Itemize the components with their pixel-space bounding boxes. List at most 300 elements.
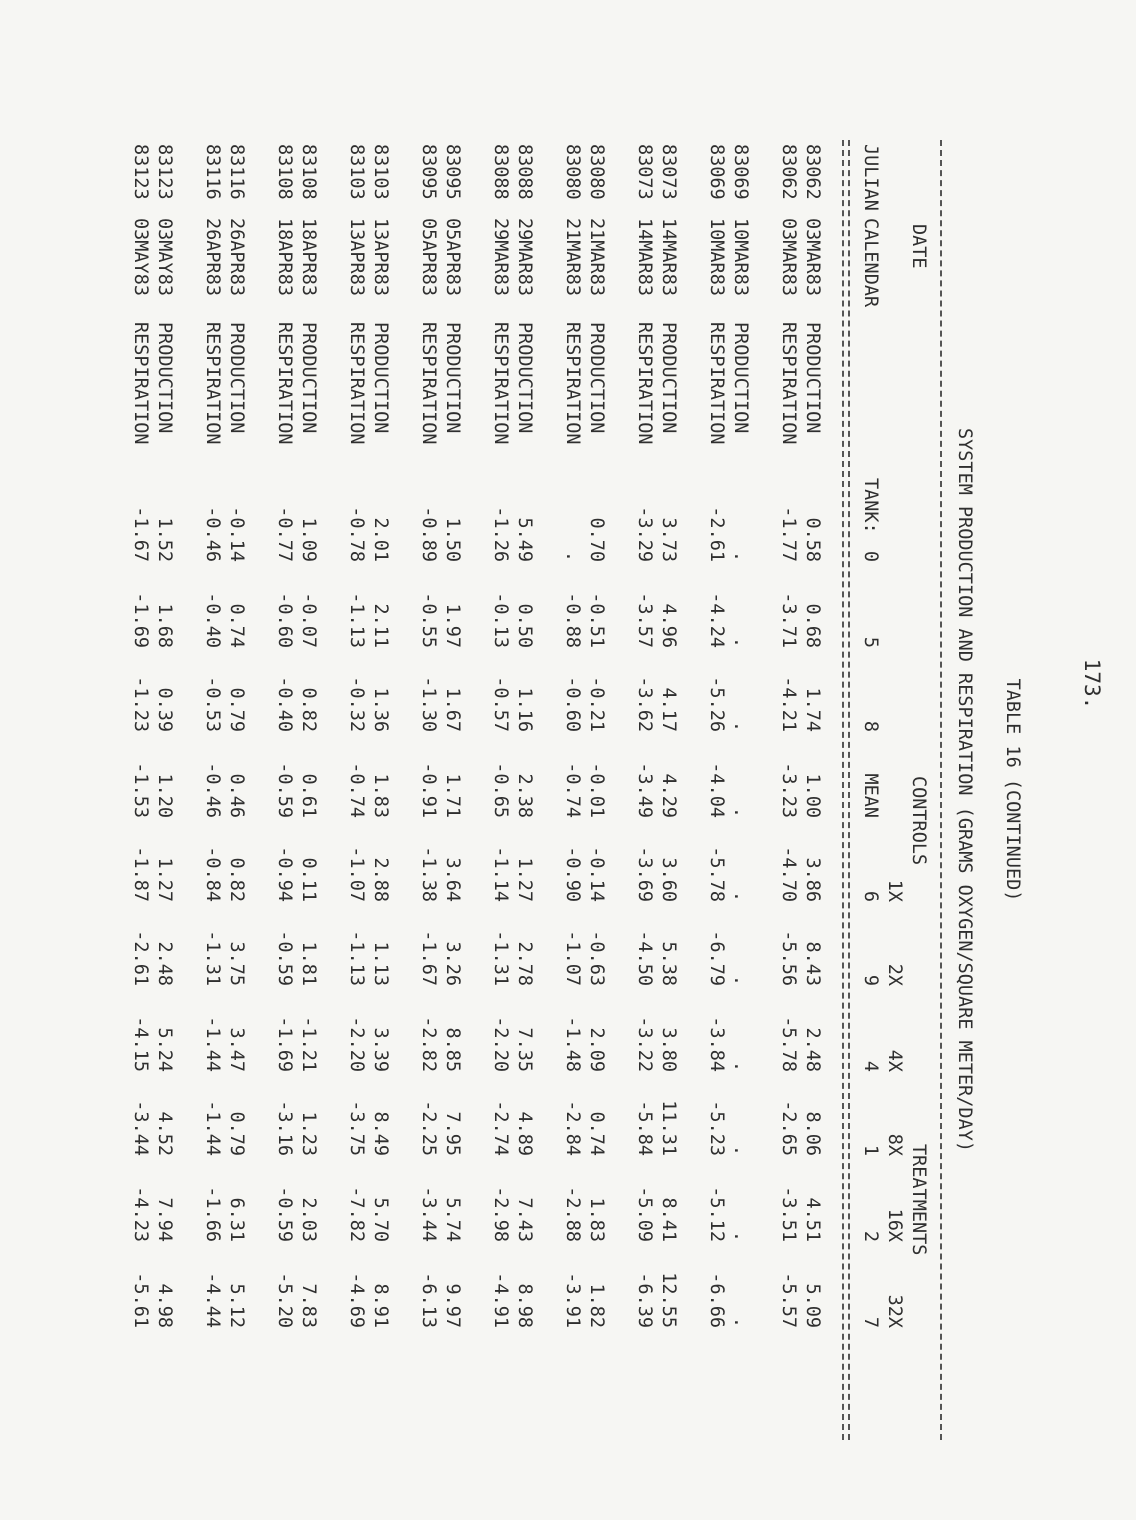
- cell-value: .: [730, 1060, 751, 1072]
- cell-value: 8.49: [370, 1111, 391, 1156]
- cell-value: 1.83: [586, 1197, 607, 1242]
- cell-value: -4.04: [706, 762, 727, 818]
- rotated-table-sheet: [70, 140, 1070, 1480]
- cell-value: -0.46: [202, 506, 223, 562]
- cell-value: -4.23: [130, 1186, 151, 1242]
- cell-value: .: [562, 550, 583, 562]
- cell-value: -1.13: [346, 592, 367, 648]
- cell-value: -3.62: [634, 676, 655, 732]
- table-row: [224, 140, 248, 1440]
- cell-value: 0.82: [226, 857, 247, 902]
- cell-value: 0.82: [298, 687, 319, 732]
- cell-value: 1.83: [370, 773, 391, 818]
- cell-value: 4.17: [658, 687, 679, 732]
- calendar-date: 03MAR83: [778, 218, 799, 296]
- cell-value: -0.01: [586, 762, 607, 818]
- cell-value: 0.70: [586, 517, 607, 562]
- cell-value: -3.51: [778, 1186, 799, 1242]
- cell-value: 5.12: [226, 1283, 247, 1328]
- cell-value: -5.57: [778, 1272, 799, 1328]
- table-row: [512, 140, 536, 1440]
- julian-date: 83116: [226, 144, 247, 200]
- cell-value: -0.65: [490, 762, 511, 818]
- cell-value: 4.51: [802, 1197, 823, 1242]
- cell-value: 1.71: [442, 773, 463, 818]
- cell-value: -1.66: [202, 1186, 223, 1242]
- julian-date: 83080: [586, 144, 607, 200]
- cell-value: -0.77: [274, 506, 295, 562]
- tank-number: MEAN: [860, 773, 881, 818]
- cell-value: -1.69: [274, 1016, 295, 1072]
- julian-date: 83073: [634, 144, 655, 200]
- cell-value: 1.52: [154, 517, 175, 562]
- cell-value: 8.41: [658, 1197, 679, 1242]
- treatment-level: 16X: [884, 1208, 905, 1242]
- cell-value: -5.84: [634, 1100, 655, 1156]
- cell-value: -1.48: [562, 1016, 583, 1072]
- cell-value: -2.20: [346, 1016, 367, 1072]
- table-row: [728, 140, 752, 1440]
- cell-value: -3.22: [634, 1016, 655, 1072]
- cell-value: 1.27: [154, 857, 175, 902]
- tank-number: 6: [860, 890, 881, 902]
- measurement-type: PRODUCTION: [370, 322, 391, 434]
- cell-value: 1.74: [802, 687, 823, 732]
- table-row: [800, 140, 824, 1440]
- cell-value: 2.88: [370, 857, 391, 902]
- cell-value: -2.20: [490, 1016, 511, 1072]
- cell-value: -1.21: [298, 1016, 319, 1072]
- cell-value: 7.94: [154, 1197, 175, 1242]
- cell-value: -1.44: [202, 1016, 223, 1072]
- cell-value: -5.20: [274, 1272, 295, 1328]
- treatment-level: 8X: [884, 1133, 905, 1156]
- page-number: 173.: [1080, 658, 1104, 710]
- measurement-type: PRODUCTION: [442, 322, 463, 434]
- cell-value: 3.86: [802, 857, 823, 902]
- julian-date: 83108: [298, 144, 319, 200]
- cell-value: -0.74: [346, 762, 367, 818]
- calendar-date: 03MAY83: [130, 218, 151, 296]
- julian-date: 83088: [490, 144, 511, 200]
- cell-value: -5.26: [706, 676, 727, 732]
- treatment-level: 32X: [884, 1294, 905, 1328]
- calendar-date: 10MAR83: [730, 218, 751, 296]
- cell-value: -6.66: [706, 1272, 727, 1328]
- cell-value: -0.21: [586, 676, 607, 732]
- cell-value: 3.26: [442, 941, 463, 986]
- cell-value: -0.55: [418, 592, 439, 648]
- cell-value: 0.50: [514, 603, 535, 648]
- cell-value: 1.20: [154, 773, 175, 818]
- cell-value: -0.84: [202, 846, 223, 902]
- julian-date: 83095: [418, 144, 439, 200]
- cell-value: 2.48: [154, 941, 175, 986]
- calendar-date: 13APR83: [370, 218, 391, 296]
- tank-number: 5: [860, 636, 881, 648]
- measurement-type: RESPIRATION: [130, 322, 151, 445]
- cell-value: 8.98: [514, 1283, 535, 1328]
- julian-date: 83080: [562, 144, 583, 200]
- cell-value: 1.00: [802, 773, 823, 818]
- cell-value: 2.11: [370, 603, 391, 648]
- cell-value: .: [730, 890, 751, 902]
- cell-value: -4.69: [346, 1272, 367, 1328]
- cell-value: -2.65: [778, 1100, 799, 1156]
- julian-date: 83095: [442, 144, 463, 200]
- cell-value: -1.31: [202, 930, 223, 986]
- table-subtitle: SYSTEM PRODUCTION AND RESPIRATION (GRAMS OXYGEN/SQUARE METER/DAY): [954, 428, 975, 1152]
- table-row: [128, 140, 152, 1440]
- cell-value: 11.31: [658, 1100, 679, 1156]
- cell-value: -0.32: [346, 676, 367, 732]
- cell-value: -1.38: [418, 846, 439, 902]
- measurement-type: PRODUCTION: [226, 322, 247, 434]
- calendar-date: 14MAR83: [634, 218, 655, 296]
- calendar-date: 18APR83: [274, 218, 295, 296]
- cell-value: 1.97: [442, 603, 463, 648]
- cell-value: 2.38: [514, 773, 535, 818]
- cell-value: 5.74: [442, 1197, 463, 1242]
- treatment-level: 4X: [884, 1049, 905, 1072]
- cell-value: -1.44: [202, 1100, 223, 1156]
- cell-value: -3.75: [346, 1100, 367, 1156]
- header-controls: CONTROLS: [908, 776, 929, 866]
- julian-date: 83069: [706, 144, 727, 200]
- cell-value: 7.83: [298, 1283, 319, 1328]
- cell-value: 1.67: [442, 687, 463, 732]
- measurement-type: PRODUCTION: [298, 322, 319, 434]
- cell-value: -4.70: [778, 846, 799, 902]
- cell-value: 0.11: [298, 857, 319, 902]
- calendar-date: 14MAR83: [658, 218, 679, 296]
- cell-value: -1.14: [490, 846, 511, 902]
- cell-value: -3.16: [274, 1100, 295, 1156]
- measurement-type: PRODUCTION: [514, 322, 535, 434]
- measurement-type: RESPIRATION: [778, 322, 799, 445]
- measurement-type: RESPIRATION: [562, 322, 583, 445]
- cell-value: -4.91: [490, 1272, 511, 1328]
- cell-value: -3.84: [706, 1016, 727, 1072]
- cell-value: -0.13: [490, 592, 511, 648]
- tank-number: 4: [860, 1060, 881, 1072]
- measurement-type: RESPIRATION: [634, 322, 655, 445]
- julian-date: 83116: [202, 144, 223, 200]
- header-rule-1: [848, 140, 850, 1440]
- cell-value: 7.35: [514, 1027, 535, 1072]
- cell-value: -3.71: [778, 592, 799, 648]
- header-treatments: TREATMENTS: [908, 1144, 929, 1256]
- measurement-type: PRODUCTION: [586, 322, 607, 434]
- cell-value: 3.64: [442, 857, 463, 902]
- table-row: [440, 140, 464, 1440]
- table-row: [416, 140, 440, 1440]
- cell-value: 3.60: [658, 857, 679, 902]
- header-julian: JULIAN: [860, 144, 881, 211]
- cell-value: 7.43: [514, 1197, 535, 1242]
- cell-value: -2.84: [562, 1100, 583, 1156]
- julian-date: 83123: [154, 144, 175, 200]
- cell-value: 3.73: [658, 517, 679, 562]
- cell-value: -0.53: [202, 676, 223, 732]
- cell-value: 1.16: [514, 687, 535, 732]
- cell-value: -3.49: [634, 762, 655, 818]
- cell-value: -0.74: [562, 762, 583, 818]
- cell-value: -0.40: [274, 676, 295, 732]
- calendar-date: 18APR83: [298, 218, 319, 296]
- cell-value: 0.79: [226, 687, 247, 732]
- calendar-date: 21MAR83: [586, 218, 607, 296]
- tank-number: 1: [860, 1144, 881, 1156]
- cell-value: -2.82: [418, 1016, 439, 1072]
- cell-value: 5.24: [154, 1027, 175, 1072]
- calendar-date: 26APR83: [202, 218, 223, 296]
- cell-value: -0.60: [274, 592, 295, 648]
- measurement-type: RESPIRATION: [490, 322, 511, 445]
- cell-value: 5.70: [370, 1197, 391, 1242]
- cell-value: -6.79: [706, 930, 727, 986]
- cell-value: 5.38: [658, 941, 679, 986]
- measurement-type: PRODUCTION: [154, 322, 175, 434]
- measurement-type: RESPIRATION: [706, 322, 727, 445]
- tank-number: 7: [860, 1316, 881, 1328]
- cell-value: -0.51: [586, 592, 607, 648]
- cell-value: 0.74: [226, 603, 247, 648]
- cell-value: -0.46: [202, 762, 223, 818]
- cell-value: 3.47: [226, 1027, 247, 1072]
- cell-value: -0.94: [274, 846, 295, 902]
- cell-value: -3.44: [130, 1100, 151, 1156]
- cell-value: -1.31: [490, 930, 511, 986]
- cell-value: -0.40: [202, 592, 223, 648]
- cell-value: -3.91: [562, 1272, 583, 1328]
- cell-value: -5.78: [778, 1016, 799, 1072]
- cell-value: -3.69: [634, 846, 655, 902]
- calendar-date: 13APR83: [346, 218, 367, 296]
- calendar-date: 03MAR83: [802, 218, 823, 296]
- cell-value: -1.69: [130, 592, 151, 648]
- cell-value: 0.79: [226, 1111, 247, 1156]
- julian-date: 83062: [778, 144, 799, 200]
- cell-value: -4.24: [706, 592, 727, 648]
- cell-value: -1.07: [562, 930, 583, 986]
- cell-value: -6.39: [634, 1272, 655, 1328]
- cell-value: 4.96: [658, 603, 679, 648]
- calendar-date: 29MAR83: [514, 218, 535, 296]
- cell-value: 9.97: [442, 1283, 463, 1328]
- cell-value: -5.61: [130, 1272, 151, 1328]
- julian-date: 83069: [730, 144, 751, 200]
- tank-number: 2: [860, 1230, 881, 1242]
- cell-value: 3.80: [658, 1027, 679, 1072]
- cell-value: .: [730, 1316, 751, 1328]
- calendar-date: 05APR83: [418, 218, 439, 296]
- cell-value: 2.48: [802, 1027, 823, 1072]
- measurement-type: PRODUCTION: [658, 322, 679, 434]
- cell-value: -2.74: [490, 1100, 511, 1156]
- cell-value: -1.87: [130, 846, 151, 902]
- cell-value: -2.25: [418, 1100, 439, 1156]
- measurement-type: RESPIRATION: [202, 322, 223, 445]
- cell-value: 6.31: [226, 1197, 247, 1242]
- cell-value: -3.57: [634, 592, 655, 648]
- cell-value: 0.61: [298, 773, 319, 818]
- cell-value: -0.78: [346, 506, 367, 562]
- cell-value: -5.78: [706, 846, 727, 902]
- cell-value: 2.03: [298, 1197, 319, 1242]
- cell-value: -0.14: [586, 846, 607, 902]
- calendar-date: 29MAR83: [490, 218, 511, 296]
- cell-value: 4.98: [154, 1283, 175, 1328]
- table-row: [200, 140, 224, 1440]
- julian-date: 83073: [658, 144, 679, 200]
- header-date: DATE: [908, 224, 929, 269]
- calendar-date: 26APR83: [226, 218, 247, 296]
- table-row: [560, 140, 584, 1440]
- header-rule-2: [842, 140, 844, 1440]
- cell-value: -1.23: [130, 676, 151, 732]
- cell-value: -1.67: [130, 506, 151, 562]
- table-row: [152, 140, 176, 1440]
- cell-value: 0.39: [154, 687, 175, 732]
- cell-value: -0.57: [490, 676, 511, 732]
- cell-value: .: [730, 550, 751, 562]
- julian-date: 83103: [370, 144, 391, 200]
- julian-date: 83088: [514, 144, 535, 200]
- cell-value: 4.29: [658, 773, 679, 818]
- cell-value: -1.67: [418, 930, 439, 986]
- table-row: [296, 140, 320, 1440]
- cell-value: -5.09: [634, 1186, 655, 1242]
- table-row: [656, 140, 680, 1440]
- cell-value: 0.46: [226, 773, 247, 818]
- cell-value: .: [730, 1230, 751, 1242]
- cell-value: 1.82: [586, 1283, 607, 1328]
- cell-value: -1.13: [346, 930, 367, 986]
- table-row: [776, 140, 800, 1440]
- cell-value: -3.44: [418, 1186, 439, 1242]
- calendar-date: 03MAY83: [154, 218, 175, 296]
- header-tank-label: TANK:: [860, 478, 881, 534]
- cell-value: -4.50: [634, 930, 655, 986]
- cell-value: 1.50: [442, 517, 463, 562]
- cell-value: 0.74: [586, 1111, 607, 1156]
- cell-value: .: [730, 636, 751, 648]
- cell-value: 8.85: [442, 1027, 463, 1072]
- cell-value: 1.13: [370, 941, 391, 986]
- cell-value: -3.29: [634, 506, 655, 562]
- cell-value: -0.59: [274, 1186, 295, 1242]
- table-row: [368, 140, 392, 1440]
- julian-date: 83108: [274, 144, 295, 200]
- cell-value: .: [730, 720, 751, 732]
- tank-number: 8: [860, 720, 881, 732]
- julian-date: 83103: [346, 144, 367, 200]
- cell-value: 8.91: [370, 1283, 391, 1328]
- cell-value: -6.13: [418, 1272, 439, 1328]
- cell-value: -2.61: [130, 930, 151, 986]
- cell-value: -5.56: [778, 930, 799, 986]
- cell-value: -0.88: [562, 592, 583, 648]
- cell-value: 1.27: [514, 857, 535, 902]
- cell-value: 0.58: [802, 517, 823, 562]
- table-row: [488, 140, 512, 1440]
- cell-value: 5.09: [802, 1283, 823, 1328]
- cell-value: 1.23: [298, 1111, 319, 1156]
- cell-value: -2.98: [490, 1186, 511, 1242]
- cell-value: -5.23: [706, 1100, 727, 1156]
- cell-value: -0.07: [298, 592, 319, 648]
- cell-value: 0.68: [802, 603, 823, 648]
- table-row: [584, 140, 608, 1440]
- cell-value: 7.95: [442, 1111, 463, 1156]
- cell-value: -0.89: [418, 506, 439, 562]
- cell-value: 5.49: [514, 517, 535, 562]
- cell-value: 3.75: [226, 941, 247, 986]
- julian-date: 83062: [802, 144, 823, 200]
- cell-value: -5.12: [706, 1186, 727, 1242]
- cell-value: -7.82: [346, 1186, 367, 1242]
- calendar-date: 21MAR83: [562, 218, 583, 296]
- cell-value: -4.15: [130, 1016, 151, 1072]
- table-row: [272, 140, 296, 1440]
- cell-value: 2.78: [514, 941, 535, 986]
- measurement-type: PRODUCTION: [802, 322, 823, 434]
- cell-value: -0.63: [586, 930, 607, 986]
- cell-value: 2.09: [586, 1027, 607, 1072]
- measurement-type: RESPIRATION: [418, 322, 439, 445]
- calendar-date: 05APR83: [442, 218, 463, 296]
- cell-value: -1.07: [346, 846, 367, 902]
- cell-value: 2.01: [370, 517, 391, 562]
- tank-number: 9: [860, 974, 881, 986]
- julian-date: 83123: [130, 144, 151, 200]
- header-calendar: CALENDAR: [860, 218, 881, 308]
- cell-value: 1.81: [298, 941, 319, 986]
- calendar-date: 10MAR83: [706, 218, 727, 296]
- top-rule: [940, 140, 942, 1440]
- cell-value: 4.52: [154, 1111, 175, 1156]
- cell-value: -0.91: [418, 762, 439, 818]
- cell-value: 1.68: [154, 603, 175, 648]
- table-row: [344, 140, 368, 1440]
- treatment-level: 2X: [884, 963, 905, 986]
- cell-value: -4.44: [202, 1272, 223, 1328]
- table-row: [632, 140, 656, 1440]
- cell-value: -0.60: [562, 676, 583, 732]
- cell-value: -1.30: [418, 676, 439, 732]
- tank-number: 0: [860, 550, 881, 562]
- cell-value: -2.61: [706, 506, 727, 562]
- cell-value: .: [730, 806, 751, 818]
- cell-value: -1.53: [130, 762, 151, 818]
- cell-value: -0.59: [274, 762, 295, 818]
- cell-value: -1.77: [778, 506, 799, 562]
- cell-value: .: [730, 1144, 751, 1156]
- cell-value: -4.21: [778, 676, 799, 732]
- cell-value: -0.14: [226, 506, 247, 562]
- cell-value: 8.06: [802, 1111, 823, 1156]
- treatment-level: 1X: [884, 879, 905, 902]
- cell-value: 1.09: [298, 517, 319, 562]
- cell-value: 1.36: [370, 687, 391, 732]
- cell-value: 12.55: [658, 1272, 679, 1328]
- cell-value: 3.39: [370, 1027, 391, 1072]
- cell-value: 8.43: [802, 941, 823, 986]
- cell-value: -2.88: [562, 1186, 583, 1242]
- cell-value: -1.26: [490, 506, 511, 562]
- table-title: TABLE 16 (CONTINUED): [1002, 678, 1023, 902]
